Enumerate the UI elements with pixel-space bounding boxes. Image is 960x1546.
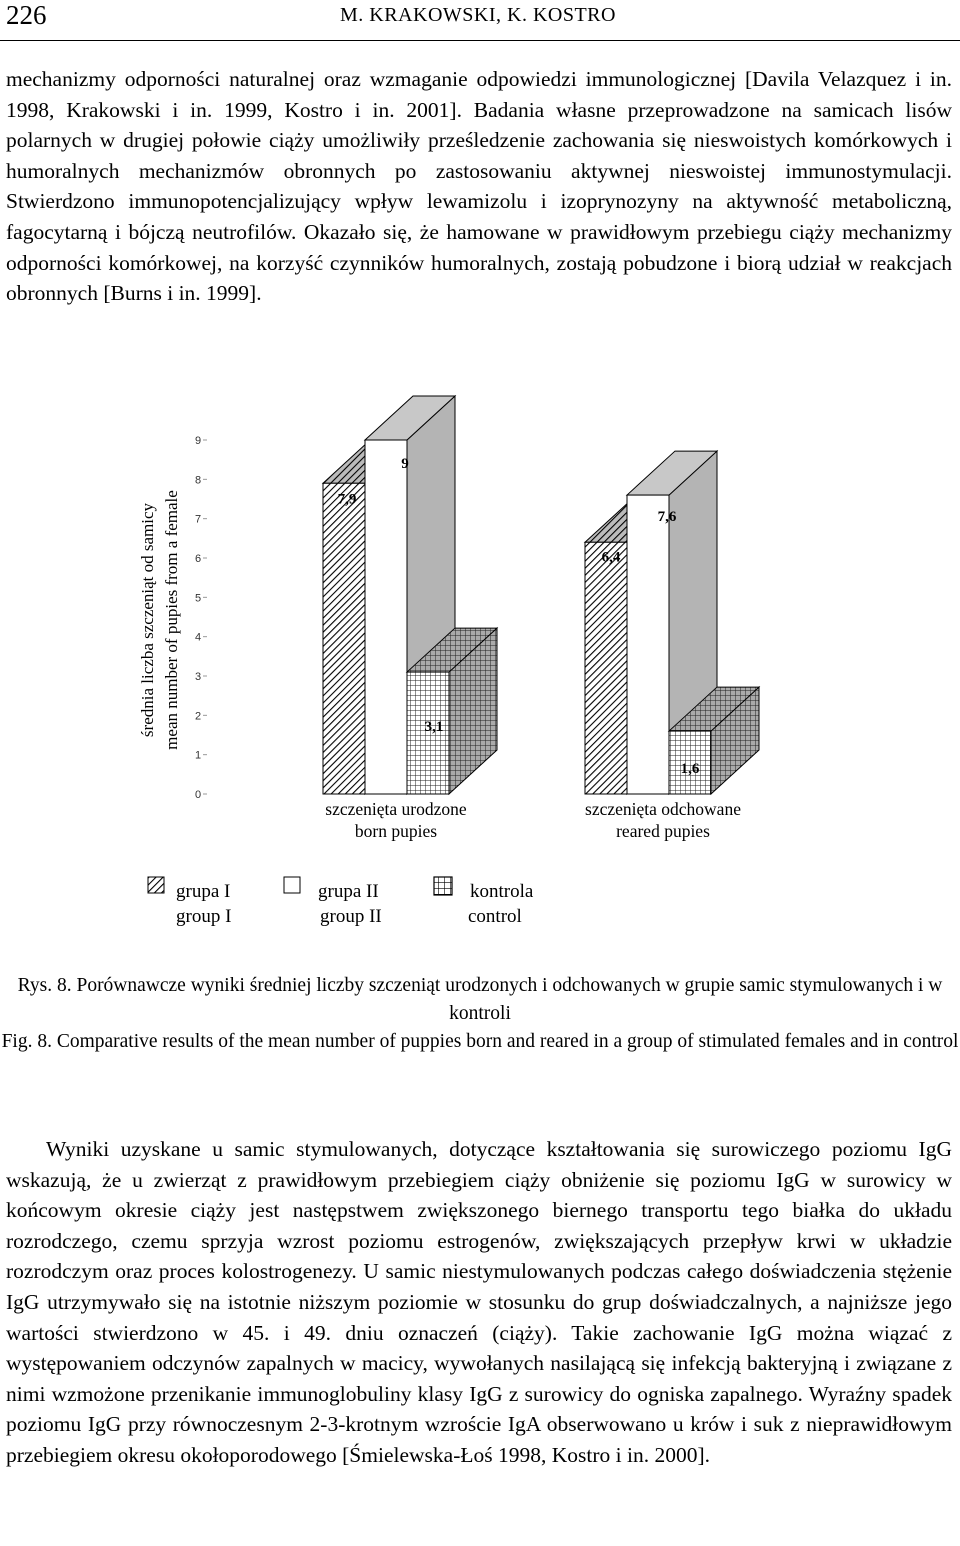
legend-label-control-en: control	[468, 906, 522, 927]
y-tick-label: 1	[194, 749, 202, 762]
y-tick-label: 4	[194, 631, 202, 644]
bar-value-label: 6,4	[601, 549, 621, 566]
category-label-born: szczenięta urodzone	[325, 799, 467, 819]
y-tick-label: 8	[194, 474, 202, 487]
y-axis-label: średnia liczba szczeniąt od samicy	[138, 502, 157, 738]
y-tick-label: 9	[194, 435, 202, 447]
bar-value-label: 7,9	[337, 491, 357, 508]
y-tick-label: 2	[194, 710, 202, 723]
category-label-born-en: born pupies	[354, 821, 438, 841]
legend-label-group-2: grupa II	[318, 881, 379, 902]
bar-value-label: 3,1	[424, 719, 444, 736]
y-tick-label: 3	[194, 671, 202, 683]
legend-swatch-group-1	[148, 877, 164, 893]
paragraph-intro: mechanizmy odporności naturalnej oraz wzmaganie odpowiedzi immunologicznej [Davila Velazquez i in. 1998, Krakowski i in. 1999, Kostro i in. 2001]. Badania własne przeprowadzone na samicach lisów polarnych w drugiej połowie ciąży umożliwiły prześledzenie zachowania się nieswoistych komórkowych i humoralnych mechanizmów obronnych po zastosowaniu aktywnej nieswoistej immunostymulacji. Stwierdzono immunopotencjalizujący wpływ lewamizolu i izoprynozyny na aktywność metaboliczną, fagocytarną i bójczą neutrofilów. Okazało się, że hamowane w prawidłowym przebiegu ciąży mechanizmy odporności komórkowej, na korzyść czynników humoralnych, zostają pobudzone i biorą udział w reakcjach obronnych [Burns i in. 1999].	[6, 67, 952, 306]
bar-front	[365, 440, 407, 794]
legend-label-group-2-en: group II	[320, 906, 382, 927]
y-tick-label: 6	[194, 553, 202, 565]
bar-value-label: 9	[401, 456, 409, 472]
running-head: M. KRAKOWSKI, K. KOSTRO	[340, 4, 616, 26]
caption-en-text: Comparative results of the mean number of puppies born and reared in a group of stimulated females and in control	[56, 1031, 959, 1052]
bar-front	[627, 495, 669, 794]
legend-swatch-control	[434, 877, 452, 895]
category-label-reared-en: reared pupies	[616, 821, 710, 841]
y-tick-label: 5	[194, 592, 202, 605]
legend-label-group-1-en: group I	[176, 906, 232, 927]
y-tick-label: 7	[194, 513, 202, 526]
legend-swatch-group-2	[284, 877, 300, 893]
page-number: 226	[6, 0, 47, 30]
bar-value-label: 1,6	[680, 761, 700, 778]
y-tick-label: 0	[194, 789, 202, 801]
caption-pl-text: Porównawcze wyniki średniej liczby szczeniąt urodzonych i odchowanych w grupie samic stymulowanych i w kontroli	[76, 975, 943, 1024]
caption-en-label: Fig. 8.	[1, 1031, 52, 1052]
chart-legend	[148, 877, 534, 927]
legend-label-group-1: grupa I	[176, 881, 231, 902]
figure-caption-pl	[0, 972, 960, 1027]
bar-front	[585, 542, 627, 794]
paragraph-results: Wyniki uzyskane u samic stymulowanych, dotyczące kształtowania się surowiczego poziomu IgG wskazują, że u zwierząt z prawidłowym przebiegiem ciąży obniżenie się poziomu IgG w surowicy w końcowym okresie ciąży jest następstwem zwiększonego biernego transportu tego białka do układu rozrodczego, czemu sprzyja wzrost poziomu estrogenów, zwiększających przepływ krwi w układzie rozrodczym oraz proces kolostrogenezy. U samic niestymulowanych podczas całego doświadczenia stężenie IgG utrzymywało się na istotnie niższym poziomie w stosunku do grup doświadczalnych, a najniższe jego wartości stwierdzono w 45. i 49. dniu oznaczeń (ciąży). Takie zachowanie IgG można wiązać z występowaniem odczynów zapalnych w macicy, wywołanych nasilającą się infekcją bakteryjną i związane z nimi wzmożone przenikanie immunoglobuliny klasy IgG z surowicy do ogniska zapalnego. Wyraźny spadek poziomu IgG przy równoczesnym 2-3-krotnym wzroście IgA obserwowano u krów i suk z nieprawidłowym przebiegiem okresu okołoporodowego [Śmielewska-Łoś 1998, Kostro i in. 2000].	[6, 1137, 952, 1467]
y-axis-label-en: mean number of pupies from a female	[162, 490, 181, 750]
figure-caption-en	[0, 1028, 960, 1056]
bar-value-label: 7,6	[657, 509, 677, 526]
legend-label-control: kontrola	[470, 881, 534, 902]
bar-front	[323, 483, 365, 794]
category-label-reared: szczenięta odchowane	[585, 799, 741, 819]
caption-pl-label: Rys. 8.	[17, 975, 72, 996]
